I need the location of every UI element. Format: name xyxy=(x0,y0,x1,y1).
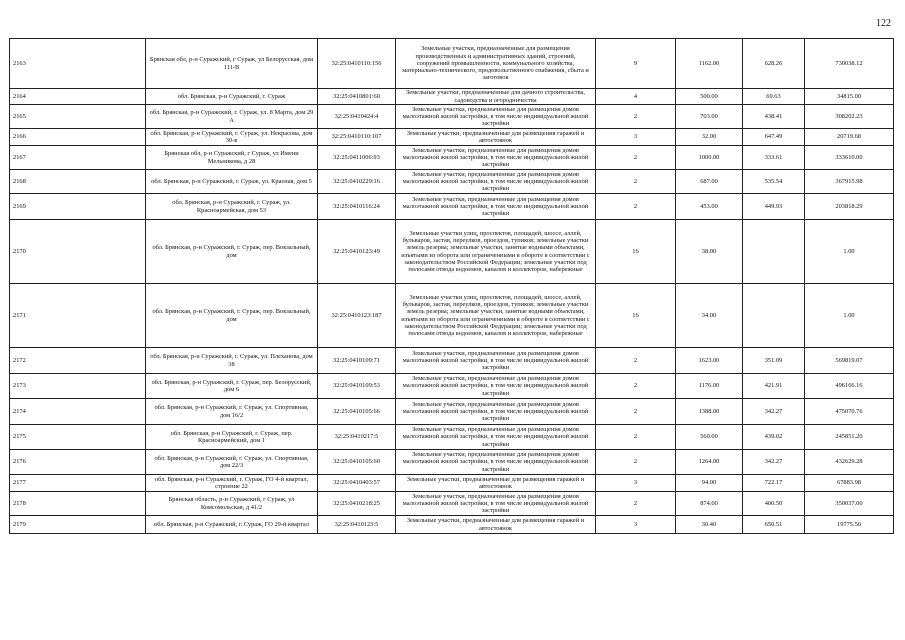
table-row xyxy=(10,146,894,170)
row-rate: 351.09 xyxy=(743,348,805,374)
row-group: 2 xyxy=(596,348,676,374)
row-area: 38.00 xyxy=(676,220,743,284)
row-cadastral-number: 32:25:0410110:107 xyxy=(318,129,396,146)
row-area: 1264.00 xyxy=(676,450,743,475)
row-group: 2 xyxy=(596,146,676,170)
row-group: 3 xyxy=(596,475,676,492)
row-cadastral-value: 333610.00 xyxy=(805,146,894,170)
row-area: 32.00 xyxy=(676,129,743,146)
row-group: 9 xyxy=(596,39,676,89)
row-cadastral-number: 32:25:0410109:53 xyxy=(318,374,396,399)
row-land-use: Земельные участки улиц, проспектов, площадей, шоссе, аллей, бульваров, застав, переулков, проездов, тупиков; земельные участки земель резерва; земельные участки, занятые водными объектами, изъятыми из оборота или ограниченными в обороте в соответствии с законодательством Российской Федерации; земельные участки под полосами отвода водоемов, каналов и коллекторов, набережные xyxy=(396,284,596,348)
row-address: обл. Брянская, р-н Суражский, г. Сураж, ул. Спортивная, дом 16/2 xyxy=(146,399,318,425)
row-address: обл. Брянская, р-н Суражский, г. Сураж, ул. Красноармейская, дом 53 xyxy=(146,194,318,220)
row-cadastral-value: 245851.20 xyxy=(805,425,894,450)
table-body xyxy=(10,39,894,534)
row-cadastral-value: 496166.16 xyxy=(805,374,894,399)
row-cadastral-number: 32:25:0410123:5 xyxy=(318,516,396,534)
table-row xyxy=(10,105,894,129)
table-row xyxy=(10,284,894,348)
table-row xyxy=(10,450,894,475)
table-row xyxy=(10,220,894,284)
row-number: 2178 xyxy=(10,492,146,516)
row-rate: 449.93 xyxy=(743,194,805,220)
row-address: обл. Брянская, р-н Суражский, г. Сураж, пер. Белорусский, дом 6 xyxy=(146,374,318,399)
table-row xyxy=(10,348,894,374)
row-cadastral-number: 32:25:0410403:57 xyxy=(318,475,396,492)
row-number: 2173 xyxy=(10,374,146,399)
row-area: 874.00 xyxy=(676,492,743,516)
row-land-use: Земельные участки, предназначенные для размещения гаражей и автостоянок xyxy=(396,129,596,146)
row-area: 1623.00 xyxy=(676,348,743,374)
row-area: 1162.00 xyxy=(676,39,743,89)
table-row xyxy=(10,89,894,105)
row-area: 500.00 xyxy=(676,89,743,105)
row-area: 1388.00 xyxy=(676,399,743,425)
row-cadastral-value: 350037.00 xyxy=(805,492,894,516)
row-cadastral-number: 32:25:0410424:4 xyxy=(318,105,396,129)
row-number: 2166 xyxy=(10,129,146,146)
row-land-use: Земельные участки, предназначенные для размещения домов малоэтажной жилой застройки, в том числе индивидуальной жилой застройки xyxy=(396,194,596,220)
row-address: обл. Брянская, р-н Суражский, г. Сураж, ул. Некрасова, дом 30-в xyxy=(146,129,318,146)
row-cadastral-number: 32:25:0410218:25 xyxy=(318,492,396,516)
row-cadastral-number: 32:25:0410123:187 xyxy=(318,284,396,348)
row-rate: 628.26 xyxy=(743,39,805,89)
row-number: 2163 xyxy=(10,39,146,89)
row-address: Брянская область, р-н Суражский, г Сураж, ул Комсомольская, д 41/2 xyxy=(146,492,318,516)
table-row xyxy=(10,374,894,399)
row-number: 2177 xyxy=(10,475,146,492)
row-group: 2 xyxy=(596,194,676,220)
row-land-use: Земельные участки, предназначенные для размещения домов малоэтажной жилой застройки, в том числе индивидуальной жилой застройки xyxy=(396,374,596,399)
row-cadastral-number: 32:25:0410217:5 xyxy=(318,425,396,450)
table-row xyxy=(10,475,894,492)
row-number: 2168 xyxy=(10,170,146,194)
row-cadastral-value: 432629.28 xyxy=(805,450,894,475)
row-group: 3 xyxy=(596,129,676,146)
table-row xyxy=(10,516,894,534)
row-area: 94.00 xyxy=(676,475,743,492)
row-address: обл. Брянская, р-н Суражский, г. Сураж, ул. 8 Марта, дом 29 А xyxy=(146,105,318,129)
row-land-use: Земельные участки, предназначенные для размещения домов малоэтажной жилой застройки, в том числе индивидуальной жилой застройки xyxy=(396,492,596,516)
row-group: 2 xyxy=(596,450,676,475)
page-number: 122 xyxy=(876,18,891,29)
row-address: обл. Брянская, р-н Суражский, г. Сураж, ГО 4-й квартал, строение 22 xyxy=(146,475,318,492)
row-number: 2175 xyxy=(10,425,146,450)
row-address: обл. Брянская, р-н Суражский, г. Сураж, ГО 29-й квартал xyxy=(146,516,318,534)
row-area: 1000.00 xyxy=(676,146,743,170)
row-address: обл. Брянская, р-н Суражский, г. Сураж, пер. Вокзальный, дом xyxy=(146,284,318,348)
row-cadastral-value: 367915.98 xyxy=(805,170,894,194)
row-cadastral-value: 67883.98 xyxy=(805,475,894,492)
row-address: обл. Брянская, р-н Суражский, г. Сураж, ул. Плеханова, дом 38 xyxy=(146,348,318,374)
row-number: 2164 xyxy=(10,89,146,105)
row-group: 2 xyxy=(596,170,676,194)
row-land-use: Земельные участки улиц, проспектов, площадей, шоссе, аллей, бульваров, застав, переулков, проездов, тупиков; земельные участки земель резерва; земельные участки, занятые водными объектами, изъятыми из оборота или ограниченными в обороте в соответствии с законодательством Российской Федерации; земельные участки под полосами отвода водоемов, каналов и коллекторов, набережные xyxy=(396,220,596,284)
row-cadastral-value: 730038.12 xyxy=(805,39,894,89)
row-land-use: Земельные участки, предназначенные для размещения домов малоэтажной жилой застройки, в том числе индивидуальной жилой застройки xyxy=(396,348,596,374)
row-cadastral-value: 19775.50 xyxy=(805,516,894,534)
row-area: 34.00 xyxy=(676,284,743,348)
row-rate xyxy=(743,284,805,348)
row-group: 2 xyxy=(596,374,676,399)
row-rate: 342.27 xyxy=(743,450,805,475)
row-cadastral-number: 32:25:0410229:16 xyxy=(318,170,396,194)
row-area: 687.00 xyxy=(676,170,743,194)
row-area: 703.00 xyxy=(676,105,743,129)
row-group: 16 xyxy=(596,284,676,348)
row-number: 2172 xyxy=(10,348,146,374)
row-land-use: Земельные участки, предназначенные для размещения домов малоэтажной жилой застройки, в том числе индивидуальной жилой застройки xyxy=(396,450,596,475)
row-cadastral-number: 32:25:0410123:49 xyxy=(318,220,396,284)
row-number: 2169 xyxy=(10,194,146,220)
row-address: Брянская обл, р-н Суражский, г Сураж, ул Белорусская, дом 111-В xyxy=(146,39,318,89)
row-number: 2170 xyxy=(10,220,146,284)
row-cadastral-value: 203818.29 xyxy=(805,194,894,220)
row-number: 2179 xyxy=(10,516,146,534)
row-cadastral-value: 1.00 xyxy=(805,284,894,348)
row-rate xyxy=(743,220,805,284)
row-group: 3 xyxy=(596,516,676,534)
row-group: 2 xyxy=(596,105,676,129)
row-address: Брянская обл, р-н Суражский, г Сураж, ул Имени Мельникова, д 28 xyxy=(146,146,318,170)
row-address: обл. Брянская, р-н Суражский, г. Сураж, пер. Красноармейский, дом 1 xyxy=(146,425,318,450)
row-address: обл. Брянская, р-н Суражский, г. Сураж, ул. Спортивная, дом 22/3 xyxy=(146,450,318,475)
row-group: 2 xyxy=(596,425,676,450)
table-row xyxy=(10,129,894,146)
row-cadastral-value: 1.00 xyxy=(805,220,894,284)
row-group: 2 xyxy=(596,492,676,516)
row-group: 16 xyxy=(596,220,676,284)
row-number: 2165 xyxy=(10,105,146,129)
table-row xyxy=(10,39,894,89)
table-row xyxy=(10,492,894,516)
row-cadastral-value: 20719.68 xyxy=(805,129,894,146)
row-cadastral-value: 34815.00 xyxy=(805,89,894,105)
table-row xyxy=(10,170,894,194)
row-rate: 439.02 xyxy=(743,425,805,450)
row-rate: 400.50 xyxy=(743,492,805,516)
table-row xyxy=(10,399,894,425)
row-land-use: Земельные участки, предназначенные для размещения гаражей и автостоянок xyxy=(396,516,596,534)
row-land-use: Земельные участки, предназначенные для размещения домов малоэтажной жилой застройки, в том числе индивидуальной жилой застройки xyxy=(396,105,596,129)
row-area: 1176.00 xyxy=(676,374,743,399)
row-land-use: Земельные участки, предназначенные для размещения домов малоэтажной жилой застройки, в том числе индивидуальной жилой застройки xyxy=(396,146,596,170)
row-cadastral-value: 569819.07 xyxy=(805,348,894,374)
row-rate: 421.91 xyxy=(743,374,805,399)
row-group: 2 xyxy=(596,399,676,425)
row-address: обл. Брянская, р-н Суражский, г. Сураж, пер. Вокзальный, дом xyxy=(146,220,318,284)
row-rate: 722.17 xyxy=(743,475,805,492)
row-cadastral-number: 32:25:0410109:71 xyxy=(318,348,396,374)
row-address: обл. Брянская, р-н Суражский, г. Сураж xyxy=(146,89,318,105)
row-number: 2176 xyxy=(10,450,146,475)
table-row xyxy=(10,194,894,220)
row-group: 4 xyxy=(596,89,676,105)
row-rate: 333.61 xyxy=(743,146,805,170)
row-cadastral-value: 475070.76 xyxy=(805,399,894,425)
row-cadastral-number: 32:25:0410801:60 xyxy=(318,89,396,105)
row-land-use: Земельные участки, предназначенные для размещения производственных и административных зданий, строений, сооружений промышленности, коммунального хозяйства, материально-технического, продовольственного снабжения, сбыта и заготовок xyxy=(396,39,596,89)
row-address: обл. Брянская, р-н Суражский, г. Сураж, ул. Красная, дом 5 xyxy=(146,170,318,194)
row-number: 2171 xyxy=(10,284,146,348)
row-land-use: Земельные участки, предназначенные для размещения гаражей и автостоянок xyxy=(396,475,596,492)
row-area: 30.40 xyxy=(676,516,743,534)
row-land-use: Земельные участки, предназначенные для размещения домов малоэтажной жилой застройки, в том числе индивидуальной жилой застройки xyxy=(396,399,596,425)
row-cadastral-number: 32:25:0410105:66 xyxy=(318,399,396,425)
row-rate: 647.49 xyxy=(743,129,805,146)
row-area: 560.00 xyxy=(676,425,743,450)
row-cadastral-number: 32:25:0410116:24 xyxy=(318,194,396,220)
row-cadastral-value: 308202.23 xyxy=(805,105,894,129)
row-rate: 438.41 xyxy=(743,105,805,129)
row-area: 453.00 xyxy=(676,194,743,220)
row-rate: 69.63 xyxy=(743,89,805,105)
row-rate: 342.27 xyxy=(743,399,805,425)
row-land-use: Земельные участки, предназначенные для размещения домов малоэтажной жилой застройки, в том числе индивидуальной жилой застройки xyxy=(396,170,596,194)
land-registry-table xyxy=(9,38,894,534)
row-number: 2167 xyxy=(10,146,146,170)
row-rate: 535.54 xyxy=(743,170,805,194)
row-number: 2174 xyxy=(10,399,146,425)
row-rate: 650.51 xyxy=(743,516,805,534)
table-row xyxy=(10,425,894,450)
row-cadastral-number: 32:25:0411006:93 xyxy=(318,146,396,170)
row-land-use: Земельные участки, предназначенные для размещения домов малоэтажной жилой застройки, в том числе индивидуальной жилой застройки xyxy=(396,425,596,450)
row-land-use: Земельные участки, предназначенные для дачного строительства, садоводства и огородничества xyxy=(396,89,596,105)
row-cadastral-number: 32:25:0410105:60 xyxy=(318,450,396,475)
row-cadastral-number: 32:25:0410110:156 xyxy=(318,39,396,89)
